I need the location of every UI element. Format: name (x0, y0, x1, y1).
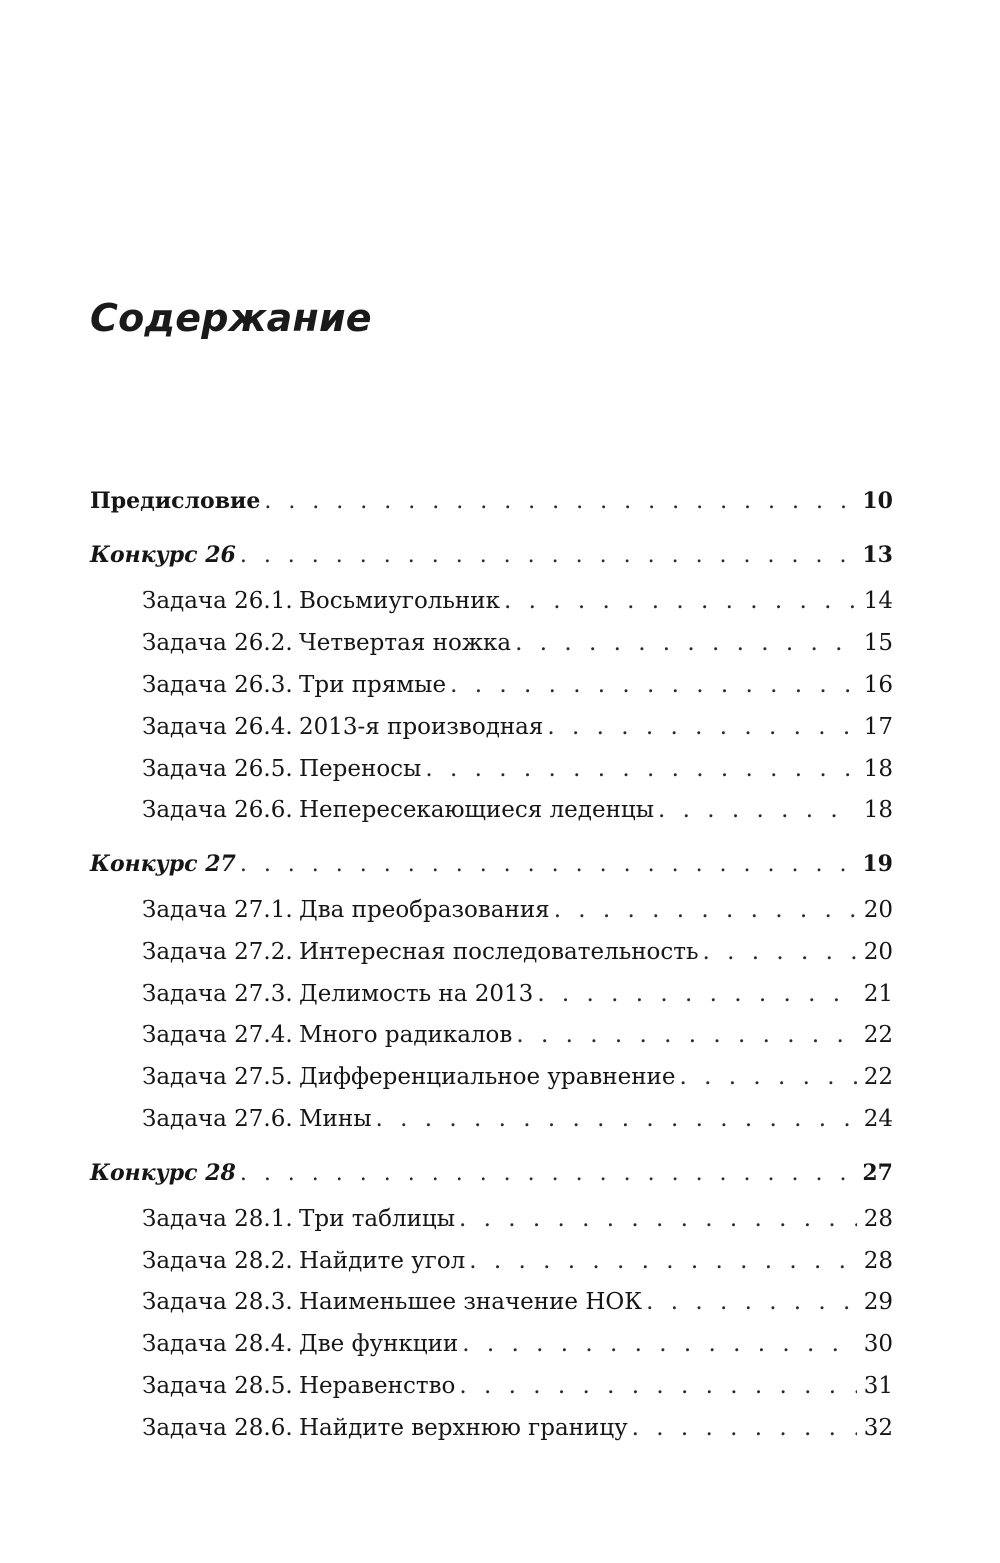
dot-leader (680, 1057, 857, 1097)
task-number: Задача 27.3. (142, 981, 293, 1007)
task-title: Найдите угол (299, 1248, 466, 1274)
task-number: Задача 28.5. (142, 1373, 293, 1399)
toc-page-number: 24 (863, 1106, 893, 1132)
toc-item (142, 1241, 893, 1281)
task-title: Четвертая ножка (299, 630, 512, 656)
task-title: Три прямые (299, 672, 447, 698)
toc-section-label: Конкурс 28 (90, 1160, 236, 1186)
task-title: Переносы (299, 756, 422, 782)
toc-item (142, 665, 893, 705)
toc-section-28 (90, 1153, 893, 1193)
toc-item (142, 1282, 893, 1322)
toc-section-label: Конкурс 26 (90, 542, 236, 568)
toc-section-26 (90, 535, 893, 575)
toc-page-number: 22 (863, 1064, 893, 1090)
toc-page-number: 16 (863, 672, 893, 698)
task-title: Неравенство (299, 1373, 456, 1399)
dot-leader (515, 623, 857, 663)
dot-leader (646, 1282, 857, 1322)
page-title: Содержание (90, 296, 372, 340)
task-number: Задача 27.1. (142, 897, 293, 923)
dot-leader (450, 665, 857, 705)
toc-page-number: 21 (863, 981, 893, 1007)
toc-section-label: Конкурс 27 (90, 851, 236, 877)
toc-page-number: 18 (863, 797, 893, 823)
task-number: Задача 28.2. (142, 1248, 293, 1274)
toc-page-number: 22 (863, 1022, 893, 1048)
task-title: Дифференциальное уравнение (299, 1064, 676, 1090)
task-number: Задача 28.1. (142, 1206, 293, 1232)
task-number: Задача 27.5. (142, 1064, 293, 1090)
task-title: Непересекающиеся леденцы (299, 797, 654, 823)
task-title: 2013-я производная (299, 714, 544, 740)
toc-page-number: 27 (862, 1160, 893, 1186)
dot-leader (504, 581, 857, 621)
toc-page-number: 18 (863, 756, 893, 782)
toc-entry-preface (90, 481, 893, 521)
toc-page-number: 15 (863, 630, 893, 656)
toc-page-number: 32 (863, 1415, 893, 1441)
dot-leader (516, 1015, 857, 1055)
task-number: Задача 26.4. (142, 714, 293, 740)
task-title: Восьмиугольник (299, 588, 500, 614)
task-title: Два преобразования (299, 897, 550, 923)
toc-item (142, 1015, 893, 1055)
dot-leader (459, 1199, 857, 1239)
toc-item (142, 974, 893, 1014)
toc-page-number: 31 (863, 1373, 893, 1399)
toc-item (142, 890, 893, 930)
toc-page-number: 30 (863, 1331, 893, 1357)
task-number: Задача 26.6. (142, 797, 293, 823)
toc-item (142, 1199, 893, 1239)
task-title: Интересная последовательность (299, 939, 699, 965)
dot-leader (469, 1241, 857, 1281)
task-title: Две функции (299, 1331, 459, 1357)
toc-page-number: 28 (863, 1248, 893, 1274)
toc-item (142, 1099, 893, 1139)
dot-leader (537, 974, 857, 1014)
dot-leader (425, 749, 857, 789)
task-title: Много радикалов (299, 1022, 513, 1048)
task-title: Мины (299, 1106, 372, 1132)
task-number: Задача 28.6. (142, 1415, 293, 1441)
dot-leader (554, 890, 857, 930)
toc-page-number: 20 (863, 939, 893, 965)
toc-item (142, 1408, 893, 1448)
toc-page-number: 28 (863, 1206, 893, 1232)
task-title: Делимость на 2013 (299, 981, 534, 1007)
task-title: Найдите верхнюю границу (299, 1415, 628, 1441)
toc-entry-label: Предисловие (90, 488, 261, 514)
task-title: Наименьшее значение НОК (299, 1289, 643, 1315)
task-number: Задача 28.3. (142, 1289, 293, 1315)
toc-page-number: 17 (863, 714, 893, 740)
dot-leader (240, 536, 857, 576)
toc-page-number: 10 (862, 488, 893, 514)
toc-item (142, 1366, 893, 1406)
task-number: Задача 27.6. (142, 1106, 293, 1132)
dot-leader (376, 1099, 857, 1139)
task-number: Задача 26.2. (142, 630, 293, 656)
toc-item (142, 932, 893, 972)
toc-page-number: 29 (863, 1289, 893, 1315)
dot-leader (632, 1408, 857, 1448)
dot-leader (240, 845, 857, 885)
toc-item (142, 707, 893, 747)
dot-leader (703, 932, 857, 972)
dot-leader (658, 790, 857, 830)
toc-page-number: 20 (863, 897, 893, 923)
task-number: Задача 26.3. (142, 672, 293, 698)
dot-leader (240, 1154, 857, 1194)
task-number: Задача 26.1. (142, 588, 293, 614)
toc-page-number: 13 (862, 542, 893, 568)
dot-leader (459, 1366, 857, 1406)
task-number: Задача 26.5. (142, 756, 293, 782)
dot-leader (547, 707, 857, 747)
toc-section-27 (90, 844, 893, 884)
toc-item (142, 1324, 893, 1364)
toc-item (142, 1057, 893, 1097)
task-number: Задача 27.2. (142, 939, 293, 965)
toc-page-number: 19 (862, 851, 893, 877)
task-title: Три таблицы (299, 1206, 456, 1232)
toc-page-number: 14 (863, 588, 893, 614)
toc-item (142, 623, 893, 663)
toc-item (142, 749, 893, 789)
toc-item (142, 790, 893, 830)
dot-leader (462, 1324, 857, 1364)
task-number: Задача 28.4. (142, 1331, 293, 1357)
task-number: Задача 27.4. (142, 1022, 293, 1048)
toc-item (142, 581, 893, 621)
dot-leader (264, 482, 856, 522)
